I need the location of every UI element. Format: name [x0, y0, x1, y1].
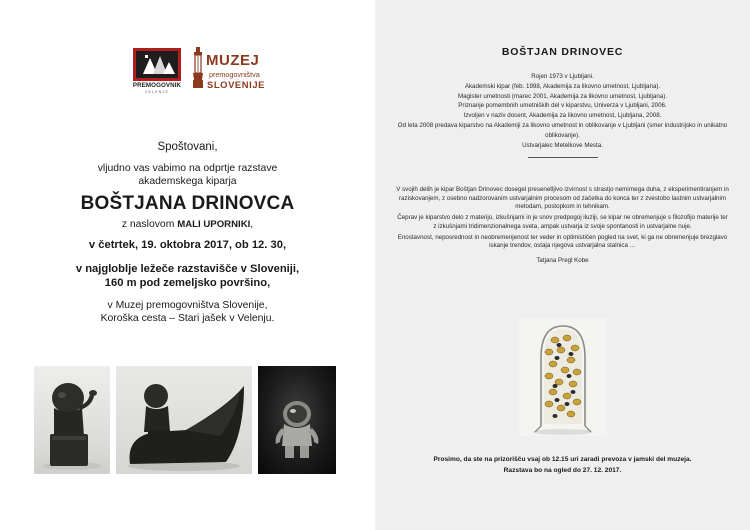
muzej-premogovnistva-logo — [191, 44, 267, 96]
sculpture-photo-2 — [116, 366, 252, 474]
divider-rule — [528, 157, 598, 158]
venue-description — [20, 262, 355, 290]
essay-paragraph: Enostavnost, neposrednost in neobremenjenost ter veder in optimističen pogled na svet, ki ga ne obremenjuje brezglavo iskanje trendov, ostaja njegova ustvarjalna stalnica … — [397, 233, 728, 250]
exhibition-title — [20, 219, 355, 230]
bio-line: Rojen 1973 v Ljubljani. — [531, 73, 594, 80]
sculpture-diver-image — [258, 366, 336, 474]
sculpture-photo-1 — [34, 366, 110, 474]
museum-line-1: v Muzej premogovništva Slovenije, — [107, 300, 268, 311]
essay-paragraph: V svojih delih je kipar Boštjan Drinovec dosegel presenetljivo izvirnost s strastjo nemirnega duha, z eksperimentiranjem in raziskovanjem, z osebno nadzorovanim ustvarjalnim procesom od začetka do konca ter z zvestobo lastnim ustvarjalnim metodam, postopkom in tehnikam. — [396, 186, 729, 211]
sculpture-photo-4 — [519, 318, 607, 436]
event-date: v četrtek, 19. oktobra 2017, ob 12. 30, — [88, 239, 287, 251]
museum-word: MUZEJ — [206, 52, 260, 69]
sculpture-boy-box-image — [34, 366, 110, 474]
notice-line-2: Razstava bo na ogled do 27. 12. 2017. — [503, 467, 622, 474]
essay-author: Tatjana Pregl Kobe — [536, 256, 589, 264]
bio-line: Magister umetnosti (marec 2001, Akademija za likovno umetnost, Ljubljana). — [457, 92, 668, 100]
title-prefix: z naslovom — [121, 219, 175, 230]
title-suffix: , — [250, 219, 254, 230]
venue-line-2: 160 m pod zemeljsko površino, — [104, 277, 271, 289]
museum-subtitle: premogovništva — [209, 70, 260, 79]
museum-country: SLOVENIJE — [207, 79, 266, 90]
critic-essay — [395, 186, 730, 268]
artist-info-panel — [375, 0, 750, 530]
bio-line: Izvoljen v naziv docent, Akademija za likovno umetnost, Ljubljana, 2008. — [463, 112, 662, 120]
premogovnik-mark-icon — [133, 48, 181, 81]
bio-line: Akademski kipar (feb. 1998, Akademija za likovno umetnost, Ljubljana). — [464, 82, 661, 90]
bio-line: Ustvarjalec Metelkove Mesta. — [522, 141, 603, 149]
title-name: MALI UPORNIKI — [177, 219, 251, 230]
premogovnik-name: PREMOGOVNIK — [132, 82, 182, 89]
invitation-line-2: akademskega kiparja — [138, 175, 237, 187]
essay-paragraph: Čeprav je kiparstvo delo z materijo, izkušnjami in je snov predpogoj iluziji, se kipar ne obremenjuje s filozofijo materije ter z izkušnjami tridimenzionalnega sveta, ampak ustvarja iz svoje spontanosti in ustvarjalne nuje. — [397, 214, 728, 230]
sculpture-boy-shell-image — [116, 366, 252, 474]
bio-line: Od leta 2008 predava kiparstvo na Akademiji za likovno umetnost in oblikovanje v Ljubljani (smer industrijsko in unikatno oblikovanje). — [397, 121, 728, 139]
invitation-line-1: vljudno vas vabimo na odprtje razstave — [97, 163, 278, 174]
premogovnik-subtitle: VELENJE — [145, 90, 169, 94]
museum-line-2: Koroška cesta – Stari jašek v Velenju. — [100, 313, 275, 324]
invitation-text — [20, 163, 355, 188]
greeting: Spoštovani, — [157, 141, 218, 153]
artist-biography — [387, 72, 738, 168]
miners-lamp-icon — [191, 46, 205, 90]
transport-notice — [385, 454, 740, 476]
artist-name: BOŠTJANA DRINOVCA — [80, 193, 295, 214]
artist-heading: BOŠTJAN DRINOVEC — [501, 46, 624, 58]
museum-address — [20, 299, 355, 325]
logo-group — [127, 44, 267, 96]
venue-line-1: v najgloblje ležeče razstavišče v Sloveniji, — [75, 263, 300, 275]
sculpture-capsule-image — [519, 318, 607, 436]
bio-line: Priznanje pomembnih umetniških del v kiparstvu, Univerza v Ljubljani, 2006. — [458, 102, 667, 110]
notice-line-1: Prosimo, da ste na prizorišču vsaj ob 12.15 uri zaradi prevoza v jamski del muzeja. — [433, 456, 692, 463]
sculpture-photo-3 — [258, 366, 336, 474]
premogovnik-velenje-logo — [127, 44, 187, 96]
